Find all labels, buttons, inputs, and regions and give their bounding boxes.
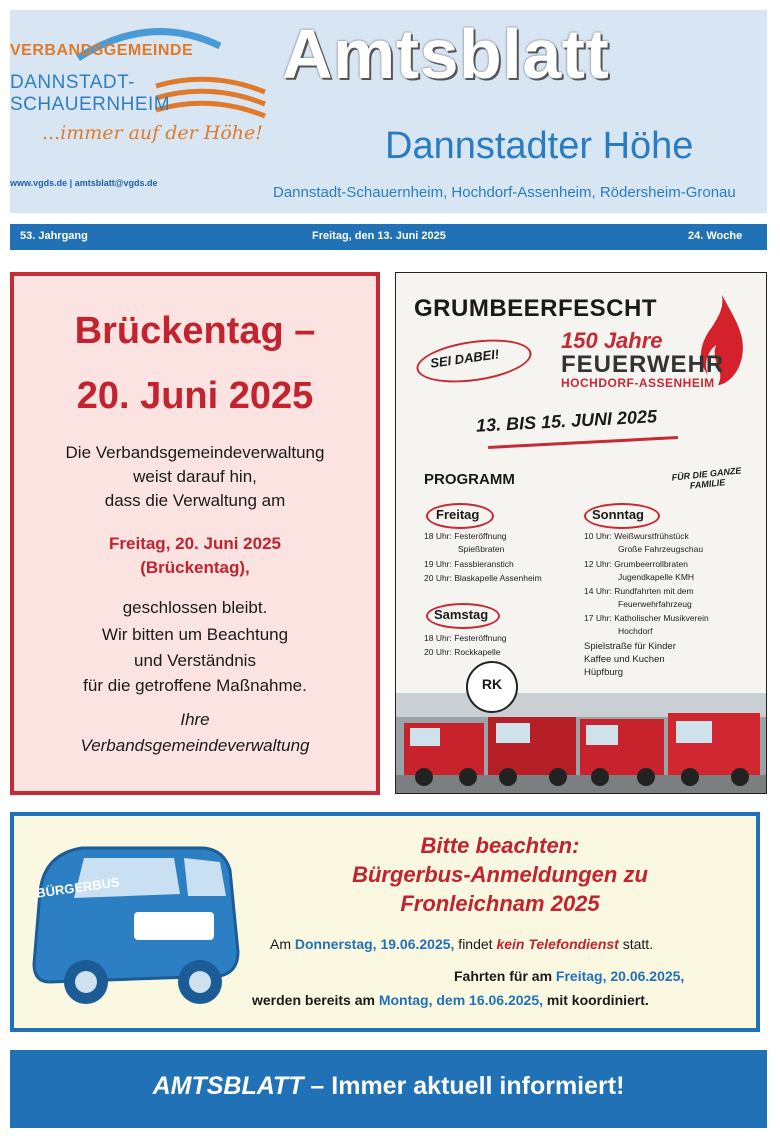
extra-item: Spielstraße für Kinder [584, 641, 676, 652]
bus-icon [24, 832, 246, 1012]
bridge-day-highlight: (Brückentag), [140, 558, 250, 577]
bridge-day-text: geschlossen bleibt. [122, 598, 268, 617]
bridge-day-text: und Verständnis [134, 651, 256, 670]
logo-slogan: ...immer auf der Höhe! [42, 122, 263, 144]
poster-anniversary: 150 Jahre [561, 328, 663, 353]
family-note: FÜR DIE GANZE FAMILIE [671, 465, 742, 491]
extra-item: Hüpfburg [584, 667, 624, 678]
festival-poster [395, 272, 767, 794]
bridge-day-text: Die Verbandsgemeindeverwaltung [65, 443, 325, 462]
program-item: 20 Uhr: Blaskapelle Assenheim [424, 573, 542, 583]
bus-text-row-1: Am Donnerstag, 19.06.2025, findet kein Telefondienst statt. [270, 936, 654, 952]
issue-date: Freitag, den 13. Juni 2025 [312, 230, 446, 242]
fire-trucks-photo [396, 693, 766, 793]
badge-text: RK [481, 676, 503, 692]
program-item: 12 Uhr: Grumbeerrollbraten [584, 559, 688, 569]
bridge-day-text: dass die Verwaltung am [104, 491, 286, 510]
program-label: PROGRAMM [424, 471, 515, 488]
bridge-day-headline: Brückentag – [74, 310, 316, 352]
program-item: Spießbraten [458, 544, 505, 554]
program-item: 10 Uhr: Weißwurstfrühstück [584, 531, 689, 541]
day-label: Freitag [436, 507, 480, 522]
bus-label: BÜRGERBUS [35, 874, 121, 901]
program-item: 18 Uhr: Festeröffnung [424, 531, 507, 541]
dates-underline [488, 436, 678, 449]
contact-links[interactable]: www.vgds.de | amtsblatt@vgds.de [10, 178, 158, 188]
bus-headline: Fronleichnam 2025 [400, 891, 600, 916]
footer-slogan: AMTSBLATT – Immer aktuell informiert! [152, 1072, 625, 1100]
poster-title: GRUMBEERFESCHT [414, 295, 658, 322]
bridge-day-signature: Verbandsgemeindeverwaltung [80, 736, 310, 755]
program-item: 18 Uhr: Festeröffnung [424, 633, 507, 643]
day-label: Sonntag [592, 507, 644, 522]
bridge-day-signature: Ihre [180, 710, 210, 729]
bridge-day-text: Wir bitten um Beachtung [101, 625, 289, 644]
day-label: Samstag [434, 607, 489, 622]
program-item: 19 Uhr: Fassbieranstich [424, 559, 514, 569]
poster-dates: 13. BIS 15. JUNI 2025 [475, 406, 658, 436]
bridge-day-text: für die getroffene Maßnahme. [83, 676, 307, 695]
logo-town-text: DANNSTADT- [10, 72, 135, 93]
poster-place: HOCHDORF-ASSENHEIM [561, 376, 715, 390]
program-item: 20 Uhr: Rockkapelle [424, 647, 501, 657]
program-item: Feuerwehrfahrzeug [618, 599, 692, 609]
poster-slogan: SEI DABEI! [429, 346, 501, 371]
program-item: Große Fahrzeugschau [618, 544, 704, 554]
bridge-day-date: 20. Juni 2025 [76, 375, 314, 417]
program-item: Hochdorf [618, 626, 653, 636]
page-title: Amtsblatt [282, 15, 610, 93]
bus-headline: Bürgerbus-Anmeldungen zu [352, 862, 648, 887]
bridge-day-text: weist darauf hin, [133, 467, 257, 486]
bus-text-row-2: Fahrten für am Freitag, 20.06.2025, [454, 968, 685, 984]
towns-line: Dannstadt-Schauernheim, Hochdorf-Assenheim, Rödersheim-Gronau [273, 184, 736, 201]
extra-item: Kaffee und Kuchen [584, 654, 665, 665]
program-item: 14 Uhr: Rundfahrten mit dem [584, 586, 694, 596]
page-subtitle: Dannstadter Höhe [385, 125, 694, 167]
issue-week: 24. Woche [688, 230, 743, 242]
bus-headline: Bitte beachten: [420, 833, 580, 858]
bridge-day-highlight: Freitag, 20. Juni 2025 [109, 534, 281, 553]
poster-org: FEUERWEHR [561, 351, 725, 378]
logo-org-text: VERBANDSGEMEINDE [10, 42, 194, 59]
issue-volume: 53. Jahrgang [20, 230, 88, 242]
bus-text-row-3: werden bereits am Montag, dem 16.06.2025, mit koordiniert. [252, 992, 649, 1008]
logo-town-text-2: SCHAUERNHEIM [10, 94, 171, 115]
program-item: 17 Uhr: Katholischer Musikverein [584, 613, 709, 623]
program-item: Jugendkapelle KMH [618, 572, 695, 582]
